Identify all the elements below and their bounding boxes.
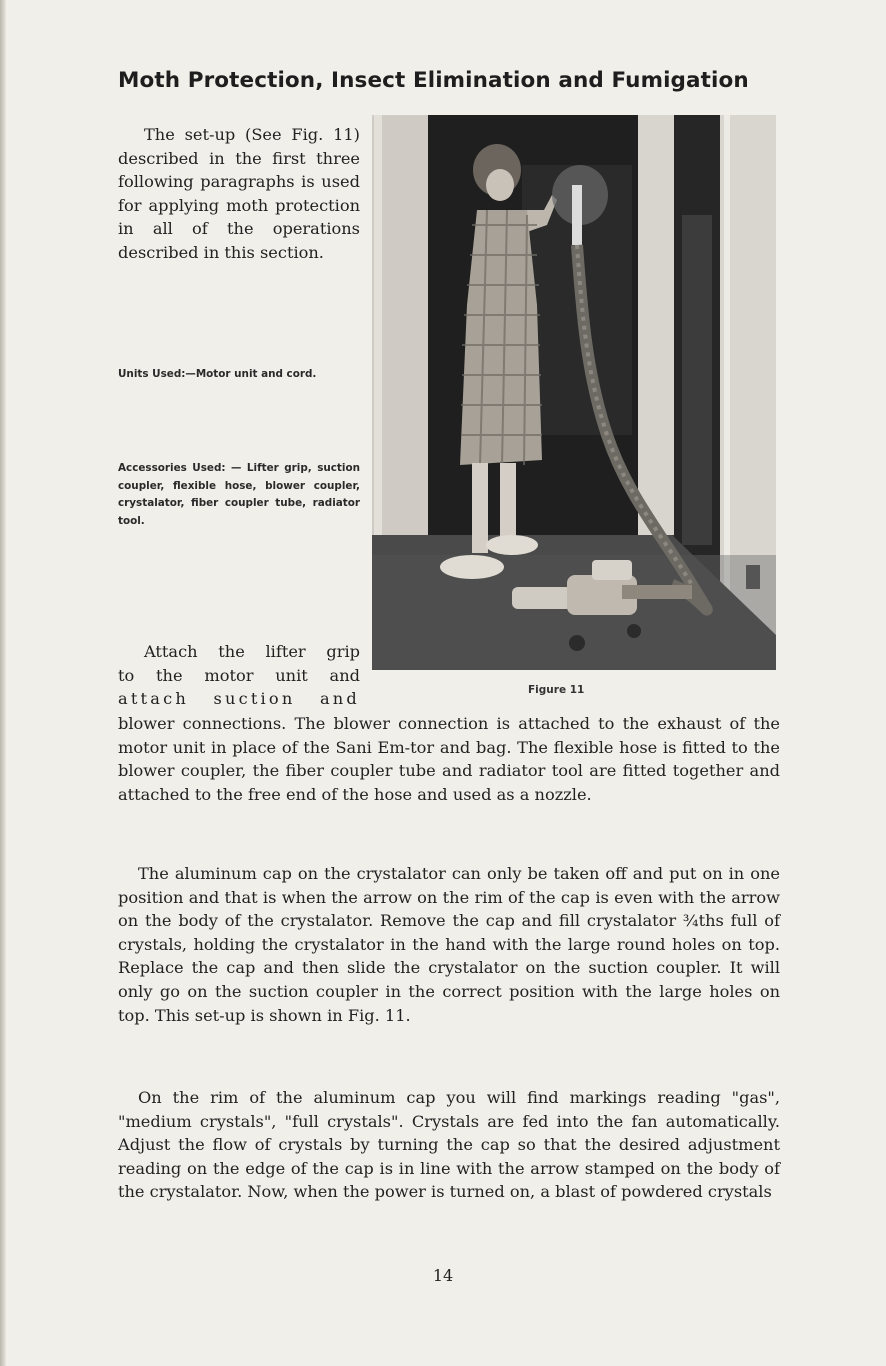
cap-markings-text: On the rim of the aluminum cap you will find markings reading "gas", "medium crystals", "full crystals". Crystals are fed into the fan automatically. Adjust the flow of crystals by turning the cap so that the desired adjustment reading on the edge of the cap is in line with the arrow stamped on the body of the crystalator. Now, when the power is turned on, a blast of powdered crystals <box>118 1088 780 1202</box>
intro-paragraph <box>118 123 360 265</box>
attach-paragraph <box>118 640 360 711</box>
cap-markings-paragraph <box>118 1086 780 1204</box>
units-used-note: Units Used:—Motor unit and cord. <box>118 368 317 380</box>
figure-11-photo <box>372 115 776 670</box>
attach-line-3: attach suction and <box>118 689 360 709</box>
attach-line-2: to the motor unit and <box>118 665 360 685</box>
crystalator-text: The aluminum cap on the crystalator can only be taken off and put on in one position and that is when the arrow on the rim of the cap is even with the arrow on the body of the crystalator. Remove the cap and fill crystalator ¾ths full of crystals, holding the crystalator in the hand with the large round holes on top. Replace the cap and then slide the crystalator on the suction coupler. It will only go on the suction coupler in the correct position with the large holes on top. This set-up is shown in Fig. 11. <box>118 864 780 1025</box>
crystalator-paragraph <box>118 862 780 1027</box>
figure-caption: Figure 11 <box>528 684 585 696</box>
attach-line-1: Attach the lifter grip <box>144 642 360 661</box>
page-number: 14 <box>432 1266 454 1285</box>
continued-paragraph: blower connections. The blower connection is attached to the exhaust of the motor unit in place of the Sani Em-tor and bag. The flexible hose is fitted to the blower coupler, the fiber coupler tube and radiator tool are fitted together and attached to the free end of the hose and used as a nozzle. <box>118 714 780 804</box>
page-title: Moth Protection, Insect Elimination and Fumigation <box>118 68 749 93</box>
page-edge <box>0 0 6 1366</box>
accessories-used-note: Accessories Used: — Lifter grip, suction coupler, flexible hose, blower coupler, crystalator, fiber coupler tube, radiator tool. <box>118 462 360 527</box>
intro-text: The set-up (See Fig. 11) described in the first three following paragraphs is used for applying moth protection in all of the operations described in this section. <box>118 125 360 262</box>
